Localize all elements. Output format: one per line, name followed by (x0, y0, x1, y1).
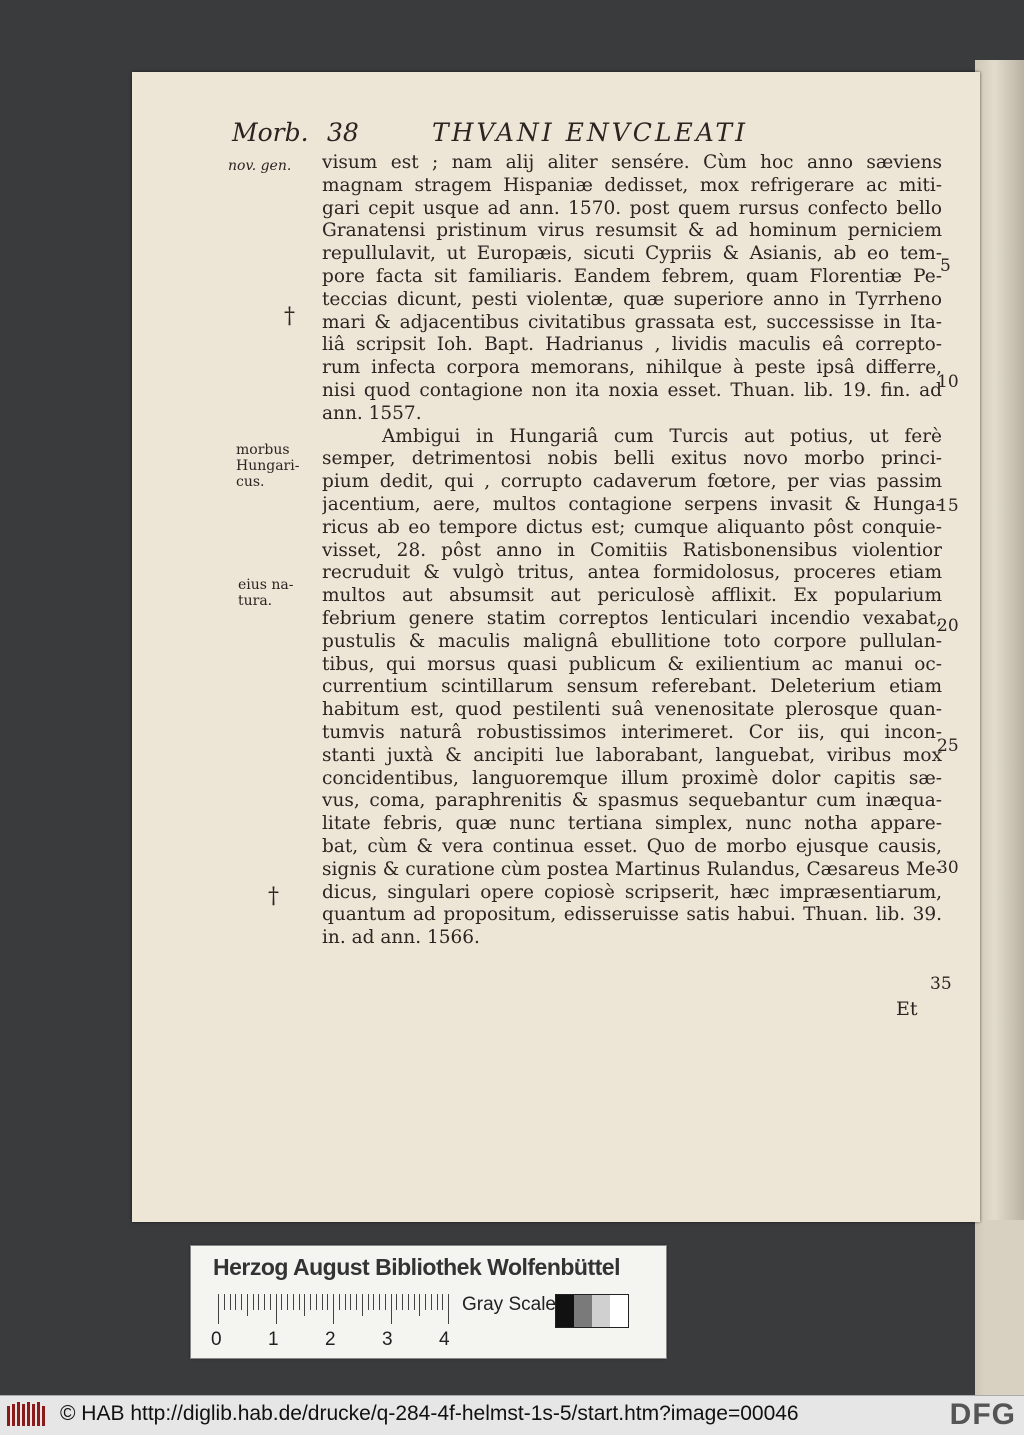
text-line: visset, 28. pôst anno in Comitiis Ratisbonensibus violentior (322, 539, 942, 561)
ruler-tick (339, 1294, 340, 1310)
hab-logo-icon (5, 1400, 49, 1430)
ruler-tick (379, 1294, 380, 1310)
text-line: dicus, singulari opere copiosè scripserit, hæc impræsentiarum, (322, 881, 942, 903)
dfg-logo: DFG (949, 1398, 1016, 1431)
text-line: ann. 1557. (322, 402, 422, 424)
ruler-tick (264, 1294, 265, 1310)
ruler-tick (448, 1294, 449, 1324)
scanned-page (132, 72, 980, 1222)
library-name: Herzog August Bibliothek Wolfenbüttel (213, 1254, 620, 1280)
ruler-tick (218, 1294, 219, 1324)
text-line: pium dedit, qui , corrupto cadaverum fœtore, per vias passim (322, 471, 942, 493)
ruler-tick (345, 1294, 346, 1310)
text-line: recruduit & vulgò tritus, antea formidolosus, proceres etiam (322, 562, 942, 584)
margin-note-line: Hungari- (236, 458, 300, 474)
ruler-tick (373, 1294, 374, 1310)
running-head-title: THVANI ENVCLEATI (432, 118, 748, 147)
line-number: 25 (937, 736, 959, 756)
text-line: mari & adjacentibus civitatibus grassata est, successisse in Ita- (322, 311, 942, 333)
ruler (218, 1294, 454, 1324)
ruler-tick (224, 1294, 225, 1310)
page-number: 38 (327, 118, 359, 147)
text-line: Ambigui in Hungariâ cum Turcis aut potius, ut ferè (382, 425, 942, 447)
ruler-number: 0 (211, 1329, 222, 1350)
page-edge-lower (985, 1220, 1024, 1395)
margin-note-eius-natura (238, 577, 294, 609)
ruler-tick (310, 1294, 311, 1310)
body-text (322, 152, 942, 950)
line-number: 10 (937, 372, 959, 392)
dagger-mark: † (268, 884, 279, 909)
ruler-tick (396, 1294, 397, 1310)
ruler-tick (270, 1294, 271, 1310)
margin-note-line: nov. gen. (228, 158, 292, 174)
text-line: litate febris, quæ nunc tertiana simplex, nunc notha appare- (322, 813, 942, 835)
margin-note-nov-gen (228, 158, 291, 174)
text-line: teccias dicunt, pesti violentæ, quæ superiore anno in Tyrrheno (322, 288, 942, 310)
text-line: pore facta sit familiaris. Eandem febrem, quam Florentiæ Pe- (322, 265, 942, 287)
ruler-tick (350, 1294, 351, 1310)
text-line: vus, coma, paraphrenitis & spasmus sequebantur cum inæqua- (322, 790, 942, 812)
catchword: Et (896, 998, 918, 1020)
ruler-tick (333, 1294, 334, 1324)
text-line: stanti juxtà & ancipiti lue laborabant, languebat, viribus mox (322, 744, 942, 766)
page-edge (975, 60, 1024, 1395)
ruler-tick (322, 1294, 323, 1310)
ruler-tick (253, 1294, 254, 1310)
margin-note-line: morbus (236, 442, 290, 458)
margin-note-line: tura. (238, 593, 273, 609)
ruler-numbers (211, 1329, 471, 1351)
ruler-tick (391, 1294, 392, 1324)
gray-swatch (610, 1295, 628, 1327)
text-line: jacentium, aere, multos contagione serpens invasit & Hunga- (322, 493, 942, 515)
ruler-number: 3 (382, 1329, 393, 1350)
ruler-tick (276, 1294, 277, 1324)
ruler-number: 2 (325, 1329, 336, 1350)
ruler-tick (258, 1294, 259, 1310)
line-number: 15 (937, 496, 959, 516)
line-number: 5 (940, 256, 951, 276)
running-head (232, 118, 952, 154)
text-line: tumvis naturâ robustissimos interimeret. Cor iis, qui incon- (322, 721, 942, 743)
ruler-tick (356, 1294, 357, 1310)
text-line: nisi quod contagione non ita noxia esset. Thuan. lib. 19. fin. ad (322, 379, 942, 401)
text-line: concidentibus, languoremque illum proximè dolor capitis sæ- (322, 767, 942, 789)
text-line: pustulis & maculis malignâ ebullitione toto corpore pullulan- (322, 630, 942, 652)
ruler-tick (299, 1294, 300, 1310)
text-line: signis & curatione cùm postea Martinus Rulandus, Cæsareus Me- (322, 858, 942, 880)
line-number: 35 (930, 974, 952, 994)
ruler-tick (247, 1294, 248, 1316)
text-line: habitum est, quod pestilenti suâ venenositate plerosque quan- (322, 699, 942, 721)
ruler-tick (437, 1294, 438, 1310)
text-line: magnam stragem Hispaniæ dedisset, mox refrigerare ac miti- (322, 174, 942, 196)
text-line: currentium scintillarum sensum referebant. Deleterium etiam (322, 676, 942, 698)
gray-swatch (556, 1295, 574, 1327)
margin-note-line: cus. (236, 474, 265, 490)
text-line: tibus, qui morsus quasi publicum & exilientium ac manui oc- (322, 653, 942, 675)
text-line: visum est ; nam alij aliter sensére. Cùm hoc anno sæviens (322, 152, 942, 173)
ruler-tick (414, 1294, 415, 1310)
ruler-tick (287, 1294, 288, 1310)
ruler-tick (281, 1294, 282, 1310)
ruler-tick (304, 1294, 305, 1316)
text-line: liâ scripsit Ioh. Bapt. Hadrianus , lividis maculis eâ correpto- (322, 334, 942, 356)
text-line: gari cepit usque ad ann. 1570. post quem rursus confecto bello (322, 197, 942, 219)
margin-note-line: eius na- (238, 577, 294, 593)
ruler-tick (241, 1294, 242, 1310)
ruler-tick (316, 1294, 317, 1310)
text-line: rum infecta corpora memorans, nihilque à peste ipsâ differre, (322, 357, 942, 379)
text-line: ricus ab eo tempore dictus est; cumque aliquanto pôst conquie- (322, 516, 942, 538)
ruler-tick (425, 1294, 426, 1310)
text-line: Granatensi pristinum virus resumsit & ad hominum perniciem (322, 220, 942, 242)
text-line: in. ad ann. 1566. (322, 927, 480, 949)
margin-note-morbus-hungaricus (236, 442, 299, 490)
ruler-tick (235, 1294, 236, 1310)
ruler-number: 1 (268, 1329, 279, 1350)
footer-bar (0, 1395, 1024, 1435)
ruler-tick (431, 1294, 432, 1310)
line-number: 30 (937, 858, 959, 878)
ruler-tick (327, 1294, 328, 1310)
ruler-tick (368, 1294, 369, 1310)
text-line: repullulavit, ut Europæis, sicuti Cypriis & Asianis, ab eo tem- (322, 243, 942, 265)
ruler-tick (293, 1294, 294, 1310)
gray-swatch (592, 1295, 610, 1327)
color-scale-card (190, 1245, 667, 1359)
ruler-tick (419, 1294, 420, 1316)
text-line: quantum ad propositum, edisseruisse satis habui. Thuan. lib. 39. (322, 904, 942, 926)
line-number: 20 (937, 616, 959, 636)
ruler-tick (230, 1294, 231, 1310)
dagger-mark: † (284, 304, 295, 329)
ruler-tick (362, 1294, 363, 1316)
ruler-number: 4 (439, 1329, 450, 1350)
text-line: bat, cùm & vera continua esset. Quo de morbo ejusque causis, (322, 835, 942, 857)
gray-scale-swatches (555, 1294, 629, 1328)
ruler-tick (442, 1294, 443, 1310)
text-line: multos aut absumsit aut periculosè afflixit. Ex popularium (322, 585, 942, 607)
ruler-tick (402, 1294, 403, 1310)
copyright-url: © HAB http://diglib.hab.de/drucke/q-284-4f-helmst-1s-5/start.htm?image=00046 (60, 1402, 799, 1425)
ruler-tick (408, 1294, 409, 1310)
gray-swatch (574, 1295, 592, 1327)
ruler-tick (385, 1294, 386, 1310)
gray-scale-label: Gray Scale (462, 1294, 556, 1315)
running-head-left: Morb. (232, 118, 309, 147)
text-line: semper, detrimentosi nobis belli exitus novo morbo princi- (322, 448, 942, 470)
text-line: febrium genere statim correptos lenticulari incendio vexabat, (322, 607, 942, 629)
